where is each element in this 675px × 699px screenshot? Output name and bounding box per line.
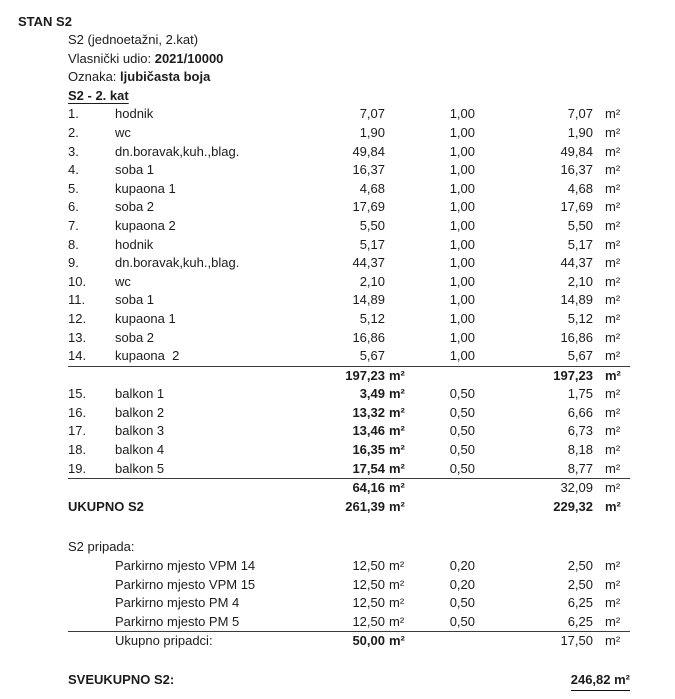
row-number: 9. xyxy=(68,255,79,271)
room-name: soba 1 xyxy=(115,292,155,308)
result-value: 44,37 xyxy=(560,255,593,271)
coefficient-value: 1,00 xyxy=(449,273,475,289)
row-number: 5. xyxy=(68,180,79,196)
table-row xyxy=(68,310,630,329)
area-unit xyxy=(385,291,407,310)
room-name: soba 1 xyxy=(115,162,155,178)
area-value: 7,07 xyxy=(359,106,385,122)
table-row xyxy=(68,594,630,613)
table-row xyxy=(68,217,630,236)
coefficient-value: 1,00 xyxy=(449,106,475,122)
area-unit xyxy=(385,124,407,143)
area-value: 16,86 xyxy=(352,329,385,345)
row-number: 13. xyxy=(68,329,87,345)
balconies-table xyxy=(0,385,675,479)
coefficient-value: 0,50 xyxy=(449,404,475,420)
table-row xyxy=(68,329,630,348)
row-number xyxy=(68,576,115,595)
result-value: 5,50 xyxy=(567,217,593,233)
room-name: balkon 4 xyxy=(115,442,165,458)
coefficient-value: 0,20 xyxy=(449,558,475,574)
area-unit: m² xyxy=(389,595,405,611)
row-number: 4. xyxy=(68,162,79,178)
result-value: 8,77 xyxy=(567,460,593,476)
room-name: kupaona 2 xyxy=(115,348,180,364)
result-unit: m² xyxy=(605,255,621,271)
subtotal-result-unit: m² xyxy=(605,367,621,383)
result-value: 6,73 xyxy=(567,423,593,439)
result-value: 5,67 xyxy=(567,348,593,364)
ownership-label: Vlasnički udio: xyxy=(68,50,155,66)
row-number: 7. xyxy=(68,217,79,233)
area-unit xyxy=(385,329,407,348)
appurtenances-subtotal-row xyxy=(68,632,630,651)
row-number: 3. xyxy=(68,143,79,159)
room-name: dn.boravak,kuh.,blag. xyxy=(115,143,240,159)
coefficient-value: 0,50 xyxy=(449,442,475,458)
room-name: hodnik xyxy=(115,236,154,252)
table-row xyxy=(68,273,630,292)
table-row xyxy=(68,124,630,143)
area-value: 12,50 xyxy=(352,576,385,592)
rooms-subtotal-row xyxy=(68,367,630,386)
area-value: 14,89 xyxy=(352,292,385,308)
area-value: 3,49 xyxy=(359,386,385,402)
table-row xyxy=(68,347,630,367)
empty-cell xyxy=(115,479,305,498)
result-value: 5,12 xyxy=(567,310,593,326)
table-row xyxy=(68,105,630,124)
area-value: 12,50 xyxy=(352,558,385,574)
empty-cell xyxy=(407,479,475,498)
subtotal-result-value: 197,23 xyxy=(553,367,593,383)
coefficient-value: 1,00 xyxy=(449,199,475,215)
result-value: 7,07 xyxy=(567,106,593,122)
area-unit: m² xyxy=(389,423,405,439)
page-title: STAN S2 xyxy=(18,14,72,29)
area-value: 44,37 xyxy=(352,255,385,271)
result-value: 16,86 xyxy=(560,329,593,345)
empty-cell xyxy=(115,367,305,386)
mark-line xyxy=(68,68,675,87)
table-row xyxy=(68,404,630,423)
total-label: UKUPNO S2 xyxy=(68,498,144,514)
row-number xyxy=(68,613,115,632)
result-value: 6,25 xyxy=(567,613,593,629)
spacer xyxy=(0,651,675,671)
area-unit xyxy=(385,198,407,217)
section-title: S2 - 2. kat xyxy=(68,87,129,103)
grand-total-row xyxy=(68,671,630,691)
room-name: balkon 3 xyxy=(115,423,165,439)
room-name: Parkirno mjesto VPM 15 xyxy=(115,576,256,592)
mark-label: Oznaka: xyxy=(68,69,121,85)
area-value: 5,67 xyxy=(359,348,385,364)
table-row xyxy=(68,161,630,180)
area-unit xyxy=(385,180,407,199)
area-unit xyxy=(385,161,407,180)
area-value: 49,84 xyxy=(352,143,385,159)
room-name: balkon 2 xyxy=(115,404,165,420)
room-name: balkon 5 xyxy=(115,460,165,476)
coefficient-value: 1,00 xyxy=(449,236,475,252)
area-unit xyxy=(385,217,407,236)
coefficient-value: 1,00 xyxy=(449,143,475,159)
table-row xyxy=(68,613,630,633)
subtotal-area-unit: m² xyxy=(389,633,405,649)
result-unit: m² xyxy=(605,292,621,308)
coefficient-value: 1,00 xyxy=(449,217,475,233)
result-unit: m² xyxy=(605,348,621,364)
room-name: soba 2 xyxy=(115,329,155,345)
appurtenances-table xyxy=(0,557,675,632)
result-unit: m² xyxy=(605,143,621,159)
area-value: 1,90 xyxy=(359,124,385,140)
table-row xyxy=(68,557,630,576)
result-unit: m² xyxy=(605,217,621,233)
room-name: kupaona 2 xyxy=(115,217,176,233)
result-unit: m² xyxy=(605,162,621,178)
row-number: 19. xyxy=(68,460,87,476)
area-value: 12,50 xyxy=(352,595,385,611)
area-unit: m² xyxy=(389,442,405,458)
subtotal-area-unit: m² xyxy=(389,480,405,496)
area-value: 4,68 xyxy=(359,180,385,196)
area-unit xyxy=(385,236,407,255)
subtotal-area-value: 197,23 xyxy=(345,367,385,383)
area-value: 2,10 xyxy=(359,273,385,289)
empty-cell xyxy=(68,367,115,386)
result-value: 2,50 xyxy=(567,576,593,592)
result-unit: m² xyxy=(605,236,621,252)
result-value: 2,10 xyxy=(567,273,593,289)
area-unit: m² xyxy=(389,613,405,629)
result-value: 49,84 xyxy=(560,143,593,159)
row-number: 17. xyxy=(68,423,87,439)
result-unit: m² xyxy=(605,180,621,196)
empty-cell xyxy=(407,367,475,386)
area-value: 16,37 xyxy=(352,162,385,178)
area-value: 16,35 xyxy=(352,442,385,458)
row-number: 1. xyxy=(68,106,79,122)
room-name: kupaona 1 xyxy=(115,180,176,196)
room-name: soba 2 xyxy=(115,199,155,215)
total-result-unit: m² xyxy=(605,498,621,514)
grand-total-label: SVEUKUPNO S2: xyxy=(68,672,175,687)
coefficient-value: 0,20 xyxy=(449,576,475,592)
table-row xyxy=(68,422,630,441)
subtotal-result-unit: m² xyxy=(605,480,621,496)
grand-total-value-cell xyxy=(407,671,630,691)
row-number: 18. xyxy=(68,442,87,458)
table-row xyxy=(68,385,630,404)
room-name: balkon 1 xyxy=(115,386,165,402)
coefficient-value: 1,00 xyxy=(449,180,475,196)
result-unit: m² xyxy=(605,613,621,629)
area-unit xyxy=(385,273,407,292)
result-value: 6,66 xyxy=(567,404,593,420)
room-name: wc xyxy=(115,124,131,140)
room-name: wc xyxy=(115,273,131,289)
result-unit: m² xyxy=(605,273,621,289)
area-unit: m² xyxy=(389,558,405,574)
result-unit: m² xyxy=(605,558,621,574)
room-name: Parkirno mjesto VPM 14 xyxy=(115,558,256,574)
row-number: 15. xyxy=(68,386,87,402)
total-area-value: 261,39 xyxy=(345,498,385,514)
empty-cell xyxy=(407,632,475,651)
mark-value: ljubičasta boja xyxy=(120,69,211,85)
table-row xyxy=(68,198,630,217)
subtotal-area-value: 50,00 xyxy=(352,633,385,649)
subtotal-result-value: 32,09 xyxy=(560,480,593,496)
empty-cell xyxy=(68,479,115,498)
area-value: 5,12 xyxy=(359,310,385,326)
result-value: 16,37 xyxy=(560,162,593,178)
room-name: Parkirno mjesto PM 5 xyxy=(115,613,240,629)
result-unit: m² xyxy=(605,329,621,345)
area-unit: m² xyxy=(389,404,405,420)
result-value: 2,50 xyxy=(567,558,593,574)
coefficient-value: 1,00 xyxy=(449,348,475,364)
room-name: kupaona 1 xyxy=(115,310,176,326)
result-unit: m² xyxy=(605,442,621,458)
area-value: 13,46 xyxy=(352,423,385,439)
total-result-value: 229,32 xyxy=(553,498,593,514)
spacer xyxy=(0,516,675,538)
empty-cell xyxy=(68,632,115,651)
empty-cell xyxy=(407,498,475,517)
result-unit: m² xyxy=(605,199,621,215)
table-row xyxy=(68,254,630,273)
apartment-total-row xyxy=(68,498,630,517)
ownership-value: 2021/10000 xyxy=(154,50,224,66)
table-row xyxy=(68,291,630,310)
subtotal-result-unit: m² xyxy=(605,633,621,649)
subtotal-area-unit: m² xyxy=(389,367,405,383)
coefficient-value: 1,00 xyxy=(449,310,475,326)
result-unit: m² xyxy=(605,595,621,611)
area-value: 12,50 xyxy=(352,613,385,629)
table-row xyxy=(68,441,630,460)
result-unit: m² xyxy=(605,386,621,402)
row-number: 10. xyxy=(68,273,87,289)
result-value: 4,68 xyxy=(567,180,593,196)
area-unit: m² xyxy=(389,386,405,402)
result-value: 6,25 xyxy=(567,595,593,611)
subtotal-result-value: 17,50 xyxy=(560,633,593,649)
result-value: 1,75 xyxy=(567,386,593,402)
room-name: hodnik xyxy=(115,106,154,122)
row-number xyxy=(68,594,115,613)
ownership-line xyxy=(68,50,675,69)
result-unit: m² xyxy=(605,124,621,140)
table-row xyxy=(68,143,630,162)
total-area-unit: m² xyxy=(389,498,405,514)
row-number: 14. xyxy=(68,348,87,364)
appurtenances-heading: S2 pripada: xyxy=(68,539,135,555)
table-row xyxy=(68,180,630,199)
result-value: 8,18 xyxy=(567,442,593,458)
coefficient-value: 0,50 xyxy=(449,460,475,476)
appurtenances-subtotal-label: Ukupno pripadci: xyxy=(115,633,213,649)
coefficient-value: 1,00 xyxy=(449,162,475,178)
row-number: 6. xyxy=(68,199,79,215)
result-unit: m² xyxy=(605,404,621,420)
coefficient-value: 0,50 xyxy=(449,423,475,439)
area-value: 17,54 xyxy=(352,460,385,476)
result-unit: m² xyxy=(605,576,621,592)
apartment-subtitle: S2 (jednoetažni, 2.kat) xyxy=(68,32,199,47)
coefficient-value: 1,00 xyxy=(449,124,475,140)
area-unit xyxy=(385,143,407,162)
result-value: 14,89 xyxy=(560,292,593,308)
coefficient-value: 1,00 xyxy=(449,255,475,271)
result-value: 17,69 xyxy=(560,199,593,215)
area-value: 17,69 xyxy=(352,199,385,215)
result-value: 5,17 xyxy=(567,236,593,252)
coefficient-value: 1,00 xyxy=(449,292,475,308)
coefficient-value: 0,50 xyxy=(449,595,475,611)
row-number xyxy=(68,557,115,576)
area-unit xyxy=(385,105,407,124)
row-number: 2. xyxy=(68,124,79,140)
row-number: 16. xyxy=(68,404,87,420)
room-name: Parkirno mjesto PM 4 xyxy=(115,595,240,611)
room-name: dn.boravak,kuh.,blag. xyxy=(115,255,240,271)
result-value: 1,90 xyxy=(567,124,593,140)
area-value: 5,50 xyxy=(359,217,385,233)
row-number: 11. xyxy=(68,292,86,308)
area-unit: m² xyxy=(389,576,405,592)
table-row xyxy=(68,576,630,595)
subtotal-area-value: 64,16 xyxy=(352,480,385,496)
result-unit: m² xyxy=(605,460,621,476)
area-unit: m² xyxy=(389,460,405,476)
result-unit: m² xyxy=(605,310,621,326)
area-unit xyxy=(385,254,407,273)
coefficient-value: 0,50 xyxy=(449,386,475,402)
rooms-table xyxy=(0,105,675,366)
result-unit: m² xyxy=(605,423,621,439)
coefficient-value: 0,50 xyxy=(449,613,475,629)
grand-total-value: 246,82 m² xyxy=(571,671,630,691)
area-unit xyxy=(385,347,407,366)
coefficient-value: 1,00 xyxy=(449,329,475,345)
area-value: 13,32 xyxy=(352,404,385,420)
balconies-subtotal-row xyxy=(68,479,630,498)
row-number: 12. xyxy=(68,310,87,326)
area-unit xyxy=(385,310,407,329)
area-value: 5,17 xyxy=(359,236,385,252)
table-row xyxy=(68,460,630,480)
table-row xyxy=(68,236,630,255)
row-number: 8. xyxy=(68,236,79,252)
result-unit: m² xyxy=(605,106,621,122)
